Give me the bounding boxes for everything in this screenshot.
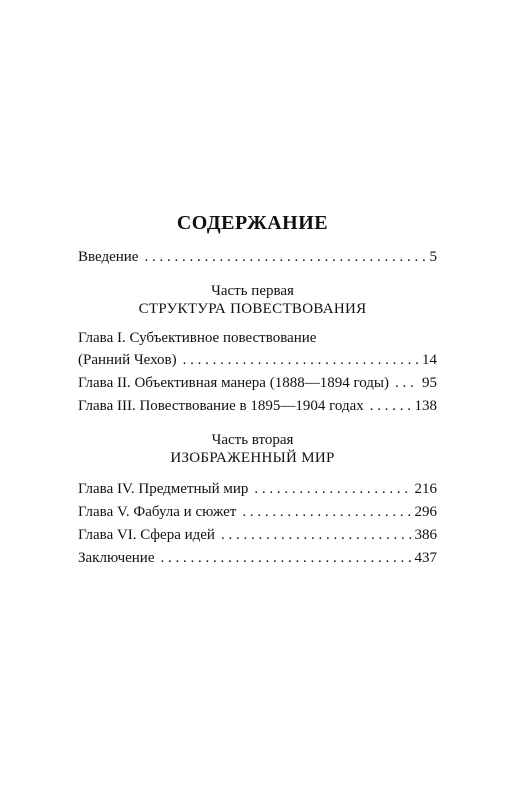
toc-entry-chapter3 — [78, 398, 437, 418]
dot-leader — [370, 398, 411, 415]
toc-entry-label: Глава IV. Предметный мир — [78, 481, 249, 497]
toc-entry-chapter6 — [78, 527, 437, 547]
toc-entry-conclusion — [78, 550, 437, 570]
toc-page-number: 296 — [414, 504, 437, 520]
part-two-label: Часть вторая — [211, 432, 294, 448]
toc-entry-label: Глава V. Фабула и сюжет — [78, 504, 237, 520]
toc-entry-label: Глава VI. Сфера идей — [78, 527, 215, 543]
toc-entry-chapter2 — [78, 375, 437, 395]
part-one-name: СТРУКТУРА ПОВЕСТВОВАНИЯ — [138, 301, 367, 317]
toc-entry-chapter4 — [78, 481, 437, 501]
toc-page-number: 14 — [422, 352, 437, 368]
dot-leader — [242, 504, 410, 521]
toc-entry-intro — [78, 249, 437, 269]
toc-entry-label: (Ранний Чехов) — [78, 352, 177, 368]
dot-leader — [144, 249, 425, 266]
toc-page-number: 437 — [414, 550, 437, 566]
toc-page-number: 5 — [429, 249, 437, 265]
toc-entry-label: Глава III. Повествование в 1895—1904 годах — [78, 398, 364, 414]
dot-leader — [183, 352, 418, 369]
dot-leader — [221, 527, 411, 544]
toc-page-number: 95 — [422, 375, 437, 391]
toc-entry-chapter5 — [78, 504, 437, 524]
toc-page-number: 138 — [414, 398, 437, 414]
toc-page-number: 386 — [414, 527, 437, 543]
toc-entry-chapter1-line1: Глава I. Субъективное повествование — [78, 330, 317, 346]
part-two-name: ИЗОБРАЖЕННЫЙ МИР — [170, 450, 335, 466]
toc-entry-label: Заключение — [78, 550, 155, 566]
dot-leader — [254, 481, 410, 498]
dot-leader — [395, 375, 418, 392]
toc-entry-label: Введение — [78, 249, 139, 265]
toc-entry-chapter1 — [78, 352, 437, 372]
page-title: СОДЕРЖАНИЕ — [176, 212, 329, 234]
toc-page-number: 216 — [414, 481, 437, 497]
part-one-label: Часть первая — [211, 283, 294, 299]
toc-entry-label: Глава II. Объективная манера (1888—1894 годы) — [78, 375, 390, 391]
dot-leader — [161, 550, 411, 567]
